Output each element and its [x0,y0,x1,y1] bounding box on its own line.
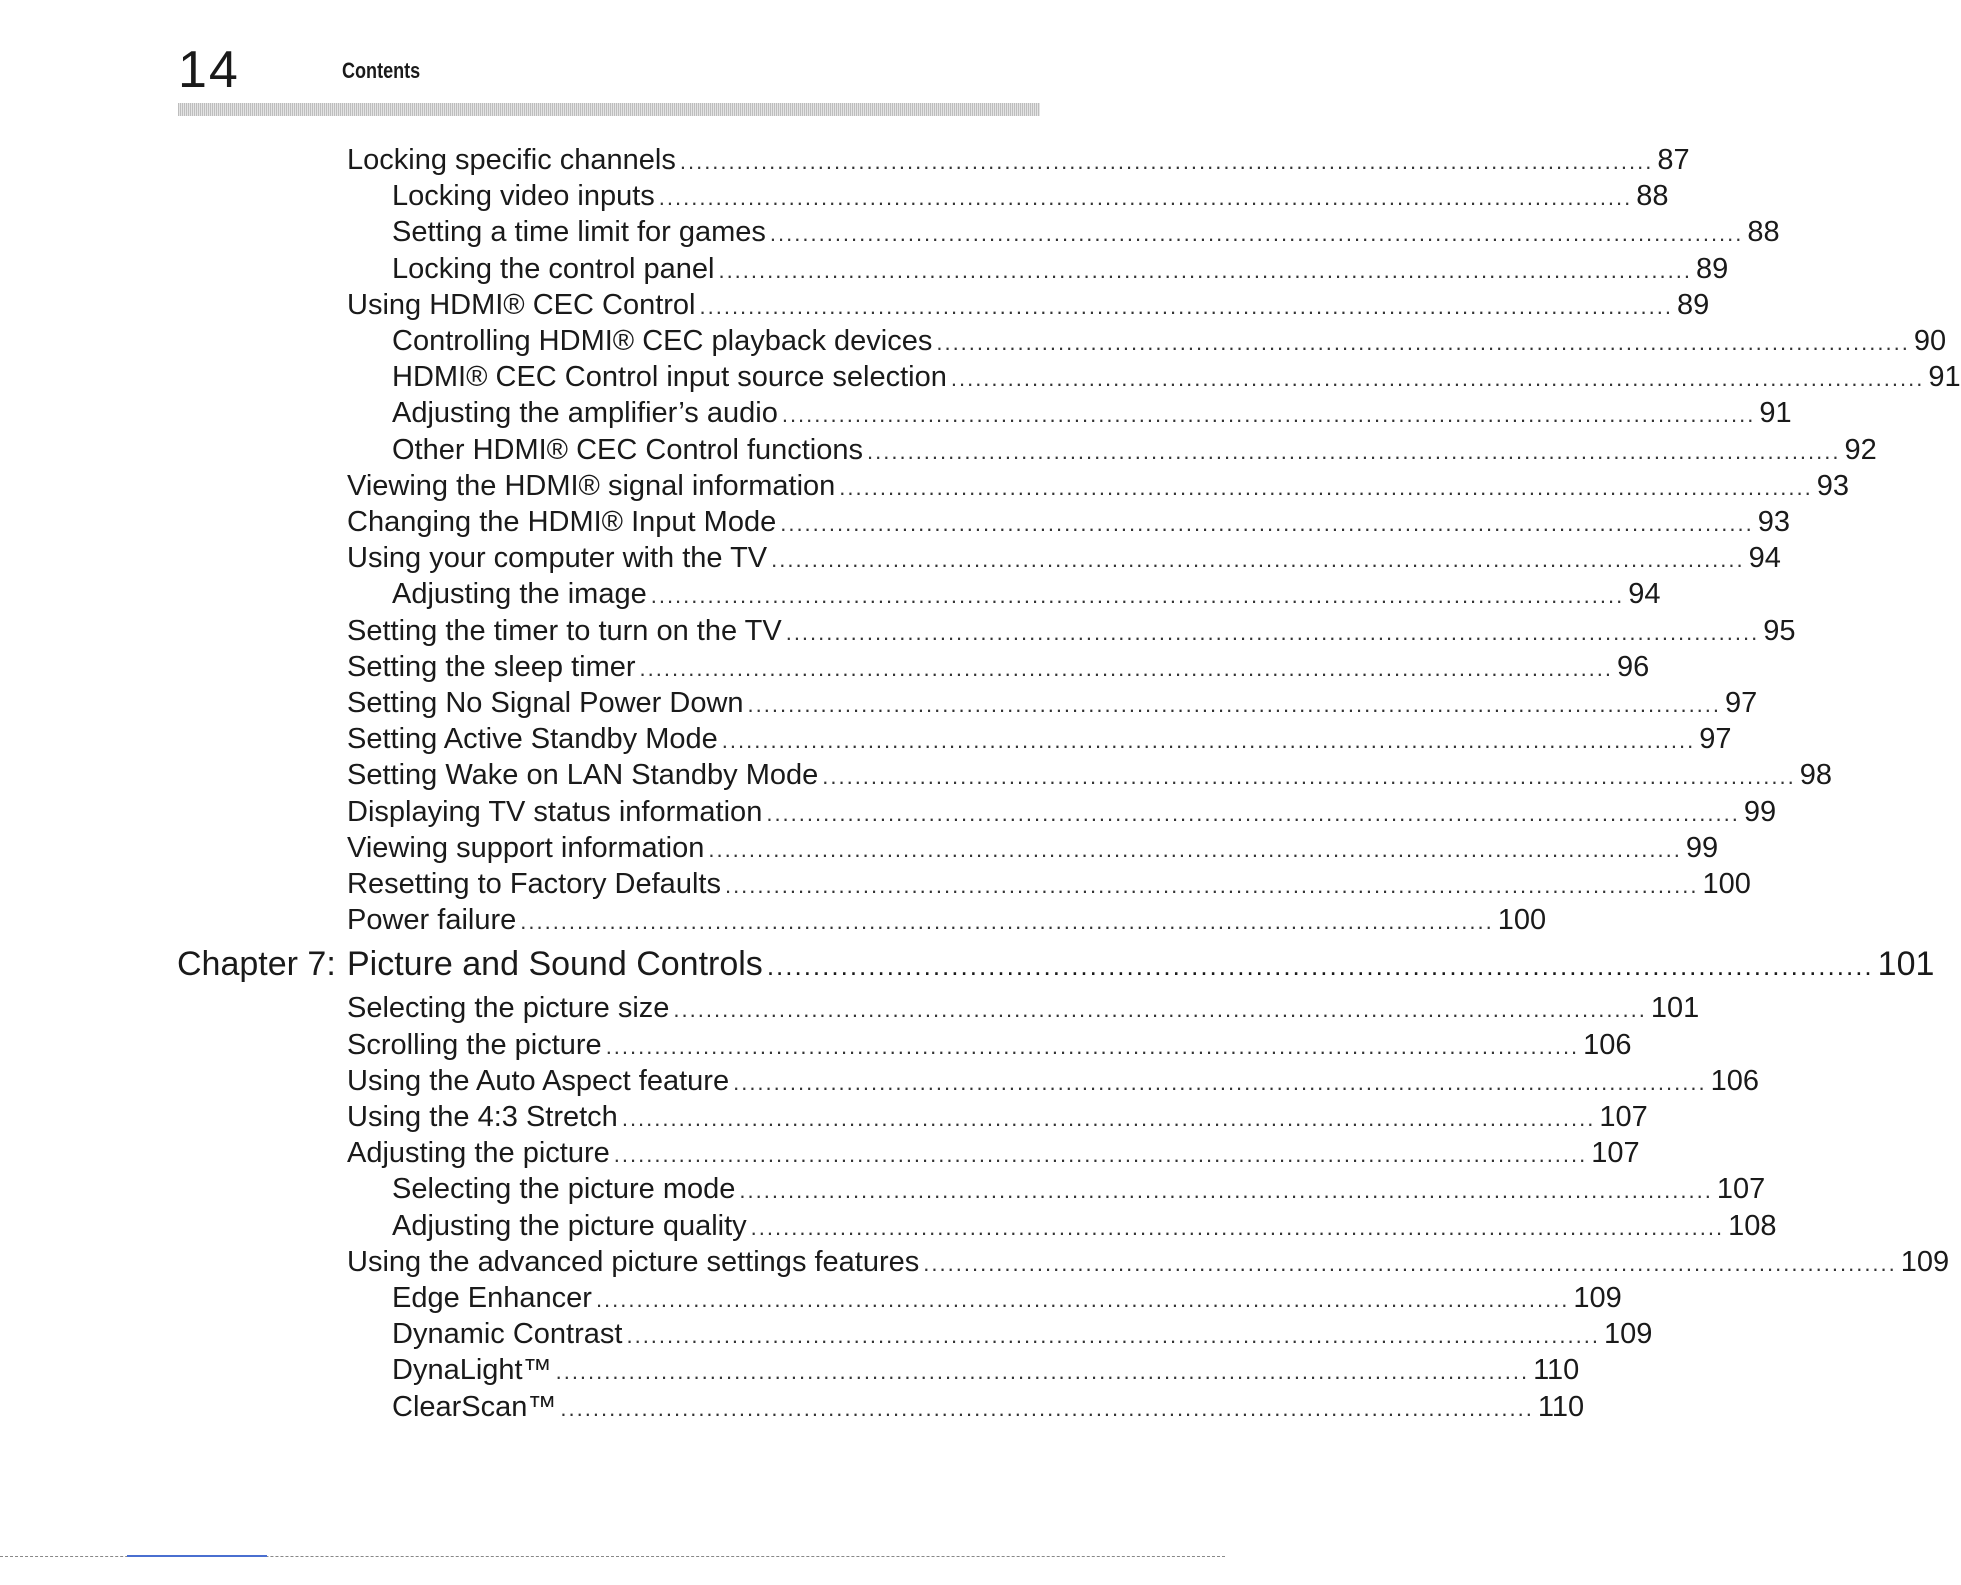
chapter-page: 101 [1877,945,1935,984]
toc-entry-page: 89 [1695,252,1729,285]
toc-entry-page: 96 [1617,650,1650,683]
toc-entry-label: Using HDMI® CEC Control [347,288,696,321]
toc-entry-page: 109 [1573,1282,1622,1314]
toc-entry[interactable] [392,1389,1585,1425]
page-number: 14 [178,41,240,99]
section-label: Contents [342,58,421,83]
toc-entry-page: 87 [1657,144,1690,176]
toc-entry-page: 107 [1716,1173,1766,1206]
toc-entry-label: Resetting to Factory Defaults [347,868,721,900]
toc-entry[interactable] [392,432,1877,468]
toc-entry-label: Setting the sleep timer [347,650,636,683]
toc-entry-page: 108 [1728,1209,1777,1242]
toc-entry-page: 99 [1685,831,1719,864]
chapter-heading[interactable] [177,942,1935,986]
dot-leader: ........................................................................................................................ [766,951,1874,982]
toc-entry[interactable] [347,757,1832,793]
dot-leader: ........................................................................................................................ [626,1323,1600,1349]
dot-leader: ........................................................................................................................ [950,366,1925,392]
header-rule [178,103,1040,116]
toc-entry[interactable] [347,721,1732,757]
toc-entry[interactable] [392,359,1961,395]
dot-leader: ........................................................................................................................ [724,873,1699,898]
dot-leader: ........................................................................................................................ [560,1395,1534,1421]
toc-entry-label: Adjusting the amplifier’s audio [392,397,778,430]
dot-leader: ........................................................................................................................ [769,221,1744,247]
toc-entry[interactable] [392,576,1661,612]
toc-entry-label: HDMI® CEC Control input source selection [392,361,947,394]
toc-entry-page: 107 [1599,1101,1648,1133]
toc-entry[interactable] [347,287,1710,323]
toc-entry-label: Setting No Signal Power Down [347,687,744,719]
toc-entry[interactable] [347,540,1781,576]
dot-leader: ........................................................................................................................ [766,800,1740,826]
toc-entry[interactable] [392,323,1947,359]
toc-entry-label: ClearScan™ [392,1390,557,1423]
dot-leader: ........................................................................................................................ [639,655,1614,681]
dot-leader: ........................................................................................................................ [822,764,1796,790]
toc-entry-page: 99 [1743,795,1777,828]
dot-leader: ........................................................................................................................ [650,583,1625,609]
toc-entry[interactable] [347,1135,1640,1171]
toc-entry-label: Edge Enhancer [392,1282,592,1314]
dot-leader: ........................................................................................................................ [750,1214,1725,1240]
toc-entry-page: 101 [1650,992,1700,1025]
toc-entry-page: 97 [1725,687,1758,719]
toc-entry[interactable] [347,1244,1950,1280]
toc-entry-page: 100 [1702,868,1751,900]
toc-entry[interactable] [347,1099,1648,1135]
toc-entry-page: 109 [1603,1318,1653,1351]
toc-entry[interactable] [347,1027,1632,1063]
toc-entry-page: 106 [1710,1064,1759,1097]
toc-entry-label: Setting a time limit for games [392,216,766,249]
toc-entry-label: Using your computer with the TV [347,542,768,575]
toc-entry-label: Using the 4:3 Stretch [347,1101,618,1133]
toc-entry-page: 97 [1699,723,1732,756]
toc-entry-label: DynaLight™ [392,1354,552,1387]
dot-leader: ........................................................................................................................ [658,185,1633,211]
toc-entry-page: 110 [1533,1354,1580,1387]
toc-entry[interactable] [347,990,1700,1026]
toc-entry-label: Adjusting the picture quality [392,1209,747,1242]
toc-entry[interactable] [392,1352,1580,1388]
toc-entry-label: Viewing the HDMI® signal information [347,469,836,502]
dot-leader: ........................................................................................................................ [679,149,1654,174]
toc-entry-label: Setting Wake on LAN Standby Mode [347,759,819,792]
toc-entry-page: 90 [1913,325,1947,357]
toc-entry[interactable] [392,1316,1653,1352]
toc-entry-label: Displaying TV status information [347,795,763,828]
toc-entry-label: Locking specific channels [347,144,676,176]
toc-entry[interactable] [347,142,1690,178]
toc-entry[interactable] [347,468,1850,504]
toc-entry-page: 110 [1537,1390,1585,1423]
toc-entry-page: 88 [1636,180,1669,213]
dot-leader: ........................................................................................................................ [595,1287,1570,1312]
toc-entry-label: Selecting the picture size [347,992,670,1025]
toc-entry[interactable] [347,504,1790,540]
toc-entry-label: Controlling HDMI® CEC playback devices [392,325,933,357]
toc-entry-page: 94 [1628,578,1661,611]
toc-entry-page: 91 [1759,397,1792,430]
toc-entry-page: 89 [1676,288,1710,321]
toc-entry[interactable] [347,649,1650,685]
toc-entry-label: Adjusting the picture [347,1137,610,1170]
toc-entry-page: 88 [1747,216,1780,249]
dot-leader: ........................................................................................................................ [733,1069,1707,1095]
dot-leader: ........................................................................................................................ [785,619,1760,645]
toc-entry-label: Power failure [347,904,517,937]
dot-leader: ........................................................................................................................ [673,997,1647,1023]
dot-leader: ........................................................................................................................ [781,402,1756,428]
toc-entry-label: Viewing support information [347,831,705,864]
toc-entry-page: 93 [1816,469,1850,502]
toc-entry[interactable] [392,1171,1766,1207]
toc-entry-page: 98 [1799,759,1832,792]
toc-entry-label: Using the Auto Aspect feature [347,1064,730,1097]
toc-entry-page: 93 [1757,506,1790,538]
toc-entry[interactable] [347,830,1719,866]
toc-entry-page: 91 [1928,361,1961,394]
toc-entry-label: Scrolling the picture [347,1028,602,1061]
toc-entry-page: 95 [1763,614,1796,647]
dot-leader: ........................................................................................................................ [771,547,1745,573]
toc-entry-label: Setting Active Standby Mode [347,723,718,756]
dot-leader: ........................................................................................................................ [747,692,1722,717]
toc-entry[interactable] [392,214,1780,250]
toc-entry-page: 109 [1900,1245,1950,1278]
dot-leader: ........................................................................................................................ [923,1250,1897,1276]
dot-leader: ........................................................................................................................ [721,728,1696,754]
toc-entry[interactable] [347,1063,1759,1099]
chapter-number: Chapter 7: [177,945,336,984]
toc-entry[interactable] [392,1280,1622,1316]
dot-leader: ........................................................................................................................ [936,330,1910,355]
footer-accent [127,1555,267,1557]
toc-entry-label: Other HDMI® CEC Control functions [392,433,864,466]
dot-leader: ........................................................................................................................ [739,1178,1713,1204]
toc-entry-label: Selecting the picture mode [392,1173,736,1206]
toc-entry[interactable] [347,613,1796,649]
toc-entry[interactable] [392,1208,1777,1244]
toc-entry[interactable] [347,902,1547,938]
dot-leader: ........................................................................................................................ [520,909,1494,935]
toc-entry-page: 92 [1844,433,1877,466]
toc-entry-label: Locking the control panel [392,252,715,285]
toc-entry[interactable] [392,395,1792,431]
toc-entry-label: Changing the HDMI® Input Mode [347,506,777,538]
dot-leader: ........................................................................................................................ [699,293,1673,319]
toc-entry-label: Dynamic Contrast [392,1318,623,1351]
toc-entry[interactable] [347,685,1758,721]
toc-entry[interactable] [347,794,1777,830]
toc-entry-label: Setting the timer to turn on the TV [347,614,782,647]
dot-leader: ........................................................................................................................ [613,1142,1588,1168]
toc-entry[interactable] [392,178,1669,214]
dot-leader: ........................................................................................................................ [605,1033,1580,1059]
toc-entry-label: Adjusting the image [392,578,647,611]
dot-leader: ........................................................................................................................ [867,438,1841,464]
toc-entry-label: Using the advanced picture settings features [347,1245,920,1278]
toc-entry-page: 106 [1583,1028,1632,1061]
chapter-title: Picture and Sound Controls [347,945,763,984]
dot-leader: ........................................................................................................................ [839,474,1813,500]
dot-leader: ........................................................................................................................ [555,1359,1530,1385]
dot-leader: ........................................................................................................................ [718,257,1692,283]
toc-entry-page: 107 [1591,1137,1640,1170]
toc-entry-page: 94 [1748,542,1781,575]
dot-leader: ........................................................................................................................ [780,511,1754,536]
dot-leader: ........................................................................................................................ [621,1106,1596,1131]
dot-leader: ........................................................................................................................ [708,836,1682,862]
toc-entry-label: Locking video inputs [392,180,655,213]
toc-entry[interactable] [392,251,1729,287]
toc-entry[interactable] [347,866,1751,902]
toc-entry-page: 100 [1497,904,1547,937]
